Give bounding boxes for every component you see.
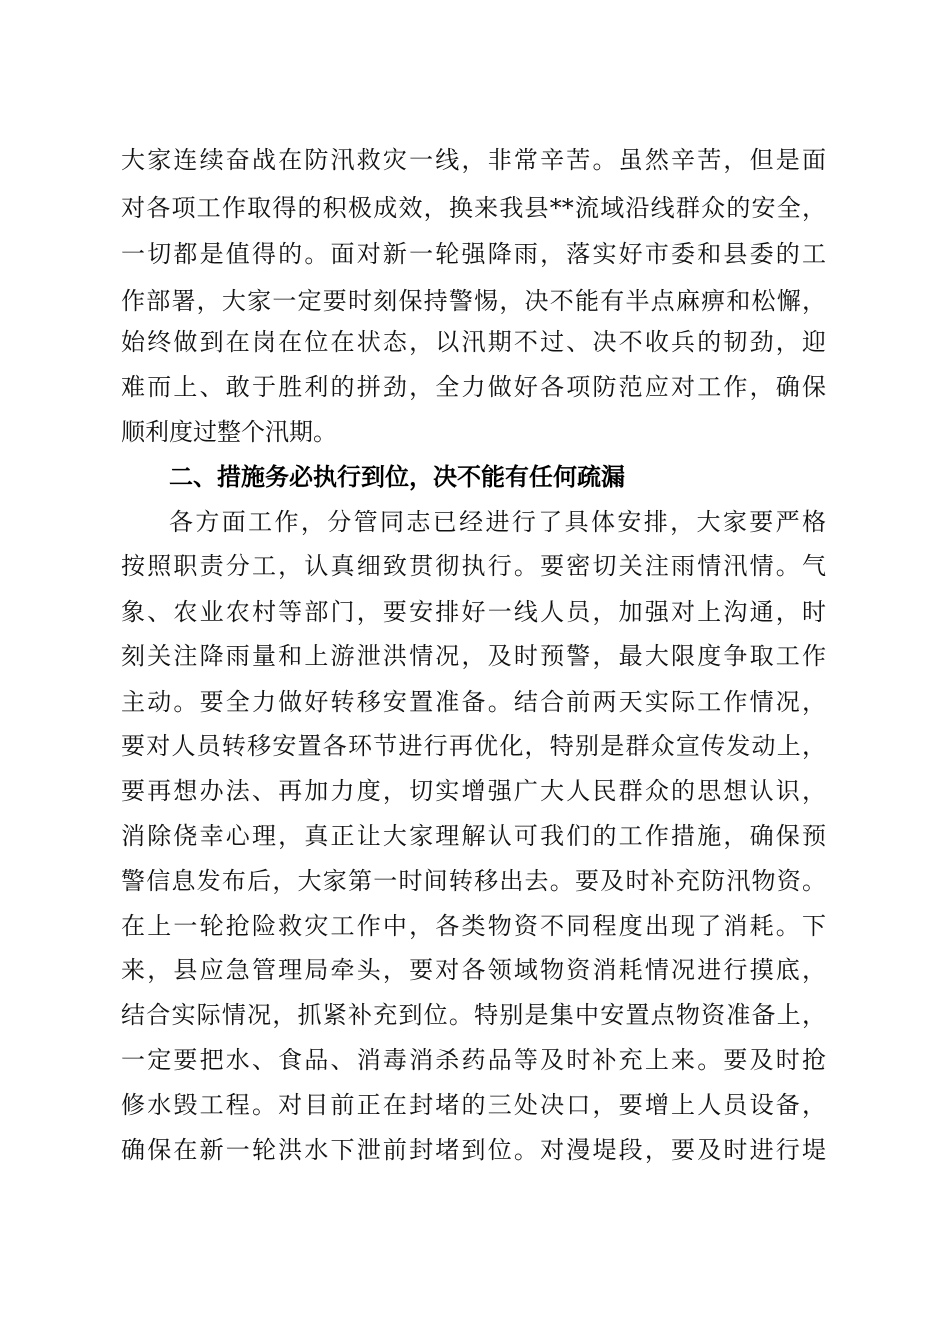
paragraph-2-line-15: 确保在新一轮洪水下泄前封堵到位。对漫堤段，要及时进行堤: [121, 1136, 826, 1164]
paragraph-2-line-12: 结合实际情况，抓紧补充到位。特别是集中安置点物资准备上，: [121, 1001, 826, 1029]
paragraph-2-line-10: 在上一轮抢险救灾工作中，各类物资不同程度出现了消耗。下: [121, 912, 826, 940]
section-heading: 二、措施务必执行到位，决不能有任何疏漏: [169, 463, 625, 491]
paragraph-1-line-2: 对各项工作取得的积极成效，换来我县**流域沿线群众的安全，: [121, 194, 826, 222]
paragraph-2-line-13: 一定要把水、食品、消毒消杀药品等及时补充上来。要及时抢: [121, 1046, 826, 1074]
paragraph-2-line-11: 来，县应急管理局牵头，要对各领域物资消耗情况进行摸底，: [121, 956, 826, 984]
paragraph-2-line-7: 要再想办法、再加力度，切实增强广大人民群众的思想认识，: [121, 777, 826, 805]
paragraph-2-line-9: 警信息发布后，大家第一时间转移出去。要及时补充防汛物资。: [121, 867, 826, 895]
paragraph-2-line-3: 象、农业农村等部门，要安排好一线人员，加强对上沟通，时: [121, 598, 826, 626]
paragraph-1-line-7: 顺利度过整个汛期。: [121, 418, 337, 446]
paragraph-1-line-4: 作部署，大家一定要时刻保持警惕，决不能有半点麻痹和松懈，: [121, 287, 826, 315]
paragraph-2-line-1: 各方面工作，分管同志已经进行了具体安排，大家要严格: [169, 508, 826, 536]
paragraph-1-line-6: 难而上、敢于胜利的拼劲，全力做好各项防范应对工作，确保: [121, 373, 826, 401]
paragraph-1-line-1: 大家连续奋战在防汛救灾一线，非常辛苦。虽然辛苦，但是面: [121, 146, 826, 174]
paragraph-2-line-4: 刻关注降雨量和上游泄洪情况，及时预警，最大限度争取工作: [121, 642, 826, 670]
paragraph-1-line-5: 始终做到在岗在位在状态，以汛期不过、决不收兵的韧劲，迎: [121, 328, 826, 356]
paragraph-2-line-6: 要对人员转移安置各环节进行再优化，特别是群众宣传发动上，: [121, 732, 826, 760]
paragraph-2-line-5: 主动。要全力做好转移安置准备。结合前两天实际工作情况，: [121, 688, 826, 716]
paragraph-2-line-2: 按照职责分工，认真细致贯彻执行。要密切关注雨情汛情。气: [121, 552, 826, 580]
paragraph-2-line-14: 修水毁工程。对目前正在封堵的三处决口，要增上人员设备，: [121, 1091, 826, 1119]
paragraph-1-line-3: 一切都是值得的。面对新一轮强降雨，落实好市委和县委的工: [121, 240, 826, 268]
paragraph-2-line-8: 消除侥幸心理，真正让大家理解认可我们的工作措施，确保预: [121, 822, 826, 850]
